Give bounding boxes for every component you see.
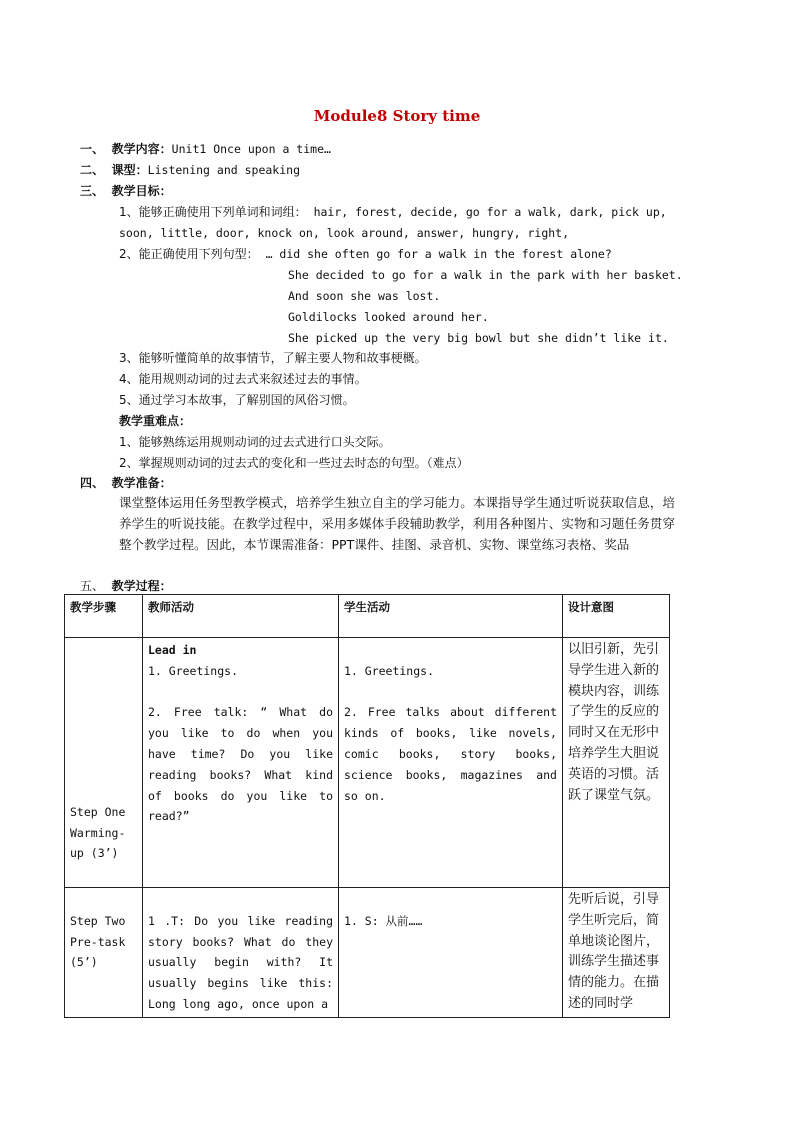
sentence-2: She decided to go for a walk in the park with her basket.	[288, 268, 683, 282]
section-3: 三、 教学目标：	[80, 184, 172, 198]
objective-2: 2、能正确使用下列句型： … did she often go for a walk in the forest alone?	[119, 247, 612, 261]
header-design: 设计意图	[563, 595, 670, 638]
step-cell: Step Two Pre-task (5’)	[65, 888, 143, 1018]
section-5: 五、 教学过程：	[80, 579, 172, 593]
table-header-row	[65, 595, 670, 638]
objective-1-cont: soon, little, door, knock on, look around, answer, hungry, right,	[119, 226, 570, 240]
key-points-heading: 教学重难点：	[119, 414, 192, 428]
sentence-3: And soon she was lost.	[288, 289, 441, 303]
document-title: Module8 Story time	[313, 107, 481, 125]
key-point-2: 2、掌握规则动词的过去式的变化和一些过去时态的句型。（难点）	[119, 456, 469, 470]
preparation-paragraph: 课堂整体运用任务型教学模式，培养学生独立自主的学习能力。本课指导学生通过听说获取信息，培养学生的听说技能。在教学过程中，采用多媒体手段辅助教学，利用各种图片、实物和习题任务贯穿整个教学过程。因此，本节课需准备：PPT课件、挂图、录音机、实物、课堂练习表格、奖品	[119, 495, 675, 552]
table-row	[65, 638, 670, 888]
header-student: 学生活动	[339, 595, 563, 638]
teacher-activity-cell: 1 .T: Do you like reading story books? What do they usually begin with? It usually begins like this: Long long ago, once upon a	[143, 888, 339, 1018]
step-cell: Step One Warming- up (3’)	[65, 638, 143, 888]
objective-4: 4、能用规则动词的过去式来叙述过去的事情。	[119, 372, 367, 386]
key-point-1: 1、能够熟练运用规则动词的过去式进行口头交际。	[119, 435, 391, 449]
section-2: 二、 课型：Listening and speaking	[80, 163, 300, 177]
objective-3: 3、能够听懂简单的故事情节，了解主要人物和故事梗概。	[119, 351, 427, 365]
section-4: 四、 教学准备：	[80, 476, 172, 490]
header-teacher: 教师活动	[143, 595, 339, 638]
objective-5: 5、通过学习本故事，了解别国的风俗习惯。	[119, 393, 355, 407]
student-activity-cell: 1. S: 从前……	[339, 888, 563, 1018]
objective-1: 1、能够正确使用下列单词和词组： hair, forest, decide, go for a walk, dark, pick up,	[119, 205, 667, 219]
section-1: 一、 教学内容：Unit1 Once upon a time…	[80, 142, 331, 156]
header-step: 教学步骤	[65, 595, 143, 638]
table-row	[65, 888, 670, 1018]
sentence-4: Goldilocks looked around her.	[288, 310, 489, 324]
teacher-activity-cell: Lead in 1. Greetings. 2. Free talk: “ What do you like to do when you have time? Do you like reading books? What kind of books do you like to read?”	[143, 638, 339, 888]
design-intent-cell: 先听后说，引导学生听完后，简单地谈论图片，训练学生描述事情的能力。在描述的同时学	[563, 888, 670, 1018]
student-activity-cell: 1. Greetings. 2. Free talks about different kinds of books, like novels, comic books, story books, science books, magazines and so on.	[339, 638, 563, 888]
process-table	[64, 594, 670, 1018]
sentence-5: She picked up the very big bowl but she didn’t like it.	[288, 331, 669, 345]
design-intent-cell: 以旧引新，先引导学生进入新的模块内容，训练了学生的反应的同时又在无形中培养学生大胆说英语的习惯。活跃了课堂气氛。	[563, 638, 670, 888]
